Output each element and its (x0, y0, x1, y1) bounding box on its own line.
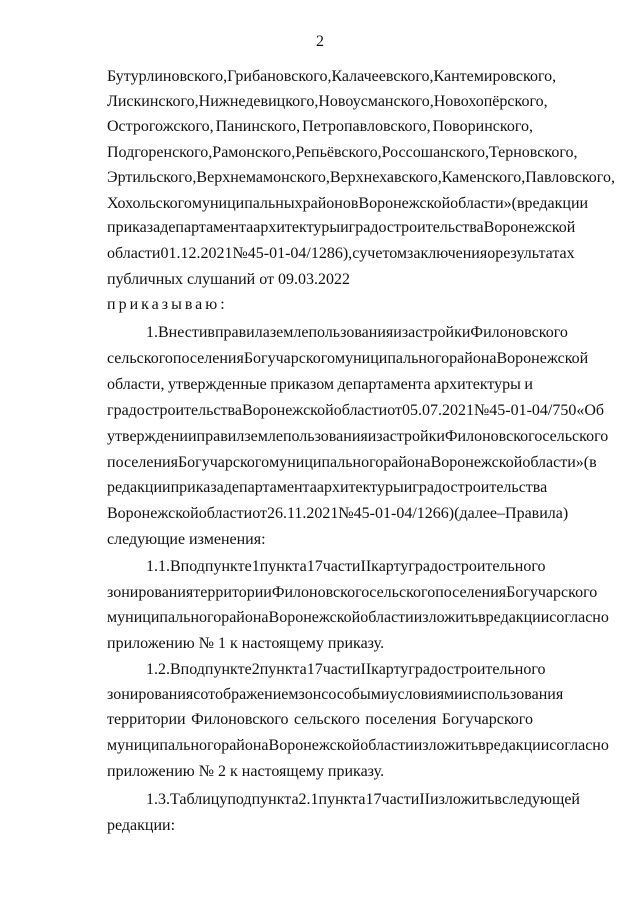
word: Воронежской (496, 350, 589, 367)
word: особыми (328, 686, 390, 703)
word: Нижнедевицкого, (198, 93, 319, 110)
word: Богучарского (506, 584, 598, 601)
word: 17 (306, 661, 323, 678)
word: с (352, 245, 360, 262)
word: Богучарского (243, 350, 335, 367)
text-line: приложению № 2 к настоящему приказу. (107, 763, 385, 780)
text-line: публичных слушаний от 09.03.2022 (107, 271, 350, 288)
text-line (107, 583, 598, 603)
text-line (107, 375, 533, 395)
word: правила (214, 324, 270, 341)
word: Подгоренского, (107, 144, 213, 161)
text-line: редакции: (107, 817, 176, 834)
word: 1 (251, 558, 260, 575)
word: архитектуры (316, 479, 404, 496)
word: заключения (407, 245, 488, 262)
word: 2.1 (298, 791, 319, 808)
word: подпункте (180, 558, 252, 575)
word: карту (371, 661, 409, 678)
word: департамента (337, 376, 431, 393)
word: подпункте (180, 661, 252, 678)
word: зонирования (107, 584, 194, 601)
word: (далее (454, 505, 498, 522)
word: территории (193, 584, 272, 601)
word: Петропавловского, (302, 118, 431, 135)
word: градостроительного (408, 661, 546, 678)
word: поселения (172, 350, 244, 367)
word: Филоновского (271, 584, 370, 601)
word: и (403, 479, 413, 496)
text-line (146, 790, 580, 810)
word: застройки (401, 324, 471, 341)
word: поселения (435, 584, 507, 601)
word: области» (522, 454, 584, 471)
word: области (360, 737, 414, 754)
text-line (146, 557, 546, 577)
word: области (333, 402, 388, 419)
word: градостроительства (107, 402, 242, 419)
word: Таблицу (170, 791, 228, 808)
word: утверждении (107, 428, 197, 445)
word: 45-01-04/1286), (247, 245, 353, 262)
word: редакции (485, 737, 550, 754)
text-line (107, 117, 533, 137)
word: Богучарского (441, 711, 533, 728)
word: и (367, 428, 377, 445)
word: подпункта (227, 791, 299, 808)
word: приказом (270, 376, 335, 393)
text-line (107, 194, 589, 214)
word: и (393, 324, 402, 341)
word: территории (107, 711, 186, 728)
word: изложить (413, 737, 479, 754)
word: согласно (549, 609, 609, 626)
word: Воронежской (268, 737, 361, 754)
word: сельского (369, 584, 436, 601)
word: муниципальных (191, 195, 303, 212)
word: Репьёвского, (295, 144, 382, 161)
word: результатах (495, 245, 575, 262)
word: утвержденные (167, 376, 267, 393)
word: приказа (107, 219, 161, 236)
word: сельского (294, 711, 360, 728)
word: Внести (158, 324, 208, 341)
word: о (487, 245, 496, 262)
word: 45-01-04/750 (489, 402, 577, 419)
word: районов (302, 195, 359, 212)
text-line (146, 660, 546, 680)
word: Каменского, (441, 169, 526, 186)
text-line (107, 608, 609, 628)
word: департамента (223, 479, 317, 496)
word: использования (462, 686, 564, 703)
word: Рамонского, (212, 144, 296, 161)
word: землепользования (269, 324, 394, 341)
text-line (107, 218, 576, 238)
word: Острогожского, (107, 118, 214, 135)
word: района (383, 454, 431, 471)
word: редакции (524, 195, 589, 212)
word: Воронежской (358, 195, 451, 212)
word: пункта (259, 661, 307, 678)
word: поселения (107, 454, 178, 471)
word: района (449, 350, 497, 367)
word: Филоновского (470, 324, 568, 341)
word: Бутурлиновского, (107, 68, 228, 85)
word: Грибановского, (227, 68, 332, 85)
word: с (193, 686, 201, 703)
word: области, (107, 376, 165, 393)
word: градостроительства (348, 219, 484, 236)
text-line (107, 349, 589, 369)
word: части (322, 558, 361, 575)
word: правил (196, 428, 245, 445)
word: Панинского, (215, 118, 301, 135)
word: Кантемировского, (433, 68, 557, 85)
word: Правила) (505, 505, 569, 522)
word: архитектуры (253, 219, 341, 236)
word: части (322, 661, 361, 678)
word: области (198, 505, 253, 522)
text-line (107, 478, 548, 498)
word: Калачеевского, (331, 68, 434, 85)
text-line: следующие изменения: (107, 531, 266, 548)
word: в (478, 609, 486, 626)
word: № (473, 402, 490, 419)
text-line: приложению № 1 к настоящему приказу. (107, 635, 385, 652)
word: сельского (107, 350, 173, 367)
word: архитектуры (434, 376, 521, 393)
word: (в (511, 195, 525, 212)
word: Воронежской (483, 219, 576, 236)
word: учетом (359, 245, 408, 262)
word: 1.1. (146, 558, 170, 575)
text-line (107, 427, 609, 447)
word: следующей (501, 791, 580, 808)
word: от (387, 402, 402, 419)
word: «Об (576, 402, 605, 419)
word: области (360, 609, 414, 626)
word: Воронежской (430, 454, 523, 471)
word: II (360, 661, 372, 678)
word: Лискинского, (107, 93, 199, 110)
text-line (107, 244, 575, 264)
word: района (221, 737, 269, 754)
word: 2 (251, 661, 260, 678)
text-line (146, 323, 568, 343)
word: Терновского, (488, 144, 578, 161)
text-line (107, 143, 578, 163)
word: пункта (259, 558, 307, 575)
word: в (478, 737, 486, 754)
word: (в (583, 454, 597, 471)
word: поселения (365, 711, 437, 728)
word: Филоновского (444, 428, 543, 445)
text-line (107, 453, 597, 473)
word: Богучарского (177, 454, 270, 471)
word: сельского (542, 428, 609, 445)
word: области» (450, 195, 512, 212)
word: согласно (549, 737, 609, 754)
word: № (338, 505, 354, 522)
word: Россошанского, (381, 144, 489, 161)
text-line (107, 92, 548, 112)
word: Эртильского, (107, 169, 197, 186)
word: в (494, 791, 502, 808)
word: муниципального (107, 737, 222, 754)
word: – (497, 505, 506, 522)
word: муниципального (107, 609, 222, 626)
text-line (107, 736, 609, 756)
word: Воронежской (107, 505, 199, 522)
word: карту (371, 558, 409, 575)
word: Воронежской (268, 609, 361, 626)
word: градостроительства (412, 479, 548, 496)
word: 1.2. (146, 661, 170, 678)
word: 05.07.2021 (401, 402, 474, 419)
word: Новоусманского, (318, 93, 434, 110)
word: зон (298, 686, 322, 703)
word: градостроительного (408, 558, 546, 575)
word: Павловского, (525, 169, 615, 186)
word: 26.11.2021 (267, 505, 339, 522)
word: II (360, 558, 372, 575)
word: пункта (318, 791, 366, 808)
word: департамента (160, 219, 254, 236)
page-number: 2 (316, 33, 324, 50)
word: с (321, 686, 329, 703)
word: Хохольского (107, 195, 192, 212)
word: зонирования (107, 686, 194, 703)
text-line (107, 710, 533, 730)
word: 45-01-04/1266) (353, 505, 455, 522)
word: II (419, 791, 430, 808)
word: приказа (170, 479, 224, 496)
word: 17 (365, 791, 382, 808)
word: отображением (200, 686, 299, 703)
word: Филоновского (191, 711, 289, 728)
word: землепользования (244, 428, 368, 445)
word: № (232, 245, 248, 262)
word: муниципального (269, 454, 384, 471)
word: В (170, 558, 181, 575)
word: редакции (485, 609, 550, 626)
word: 1.3. (146, 791, 170, 808)
word: Новохопёрского, (433, 93, 548, 110)
word: от (252, 505, 267, 522)
word: В (170, 661, 181, 678)
word: Поворинского, (432, 118, 533, 135)
word: района (221, 609, 269, 626)
text-line: приказываю: (107, 296, 228, 313)
word: в (207, 324, 215, 341)
word: застройки (376, 428, 445, 445)
word: Воронежской (241, 402, 334, 419)
word: и (524, 376, 533, 393)
text-line (107, 685, 564, 705)
word: Верхнехавского, (329, 169, 442, 186)
word: области (107, 245, 161, 262)
word: условиями (389, 686, 463, 703)
word: 01.12.2021 (160, 245, 233, 262)
word: редакции (107, 479, 171, 496)
word: части (381, 791, 420, 808)
word: муниципального (334, 350, 450, 367)
text-line (107, 504, 569, 524)
word: и (340, 219, 349, 236)
word: изложить (413, 609, 479, 626)
word: Верхнемамонского, (196, 169, 330, 186)
word: 1. (146, 324, 158, 341)
text-line (107, 401, 605, 421)
text-line (107, 168, 615, 188)
word: 17 (306, 558, 323, 575)
word: изложить (430, 791, 495, 808)
text-line (107, 67, 557, 87)
